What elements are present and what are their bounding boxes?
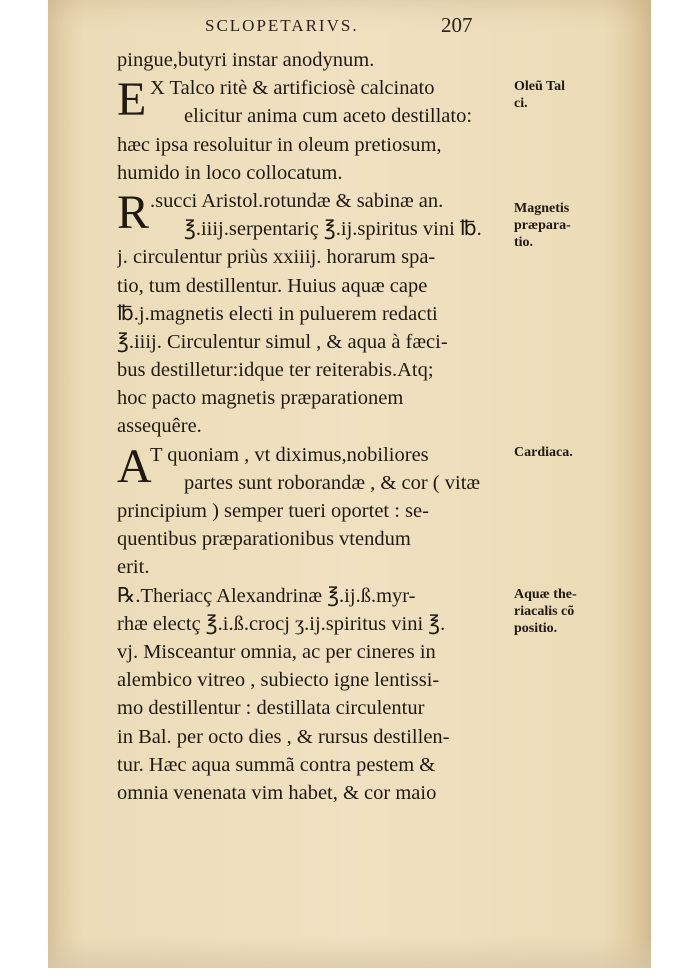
margin-note-oleum-talci: [514, 78, 565, 112]
text-line: ℔.j.magnetis electi in puluerem redacti: [117, 302, 438, 325]
text-line: .succi Aristol.rotundæ & sabinæ an.: [150, 189, 444, 212]
text-line: ℥.iiij.serpentariç ℥.ij.spiritus vini ℔.: [184, 218, 482, 241]
text-line: hoc pacto magnetis præparationem: [117, 387, 404, 410]
margin-note-line: Magnetis: [514, 201, 570, 216]
margin-note-cardiaca: [514, 444, 573, 461]
drop-cap: A: [117, 439, 152, 493]
paragraph: [117, 582, 517, 808]
paragraph: [117, 441, 517, 582]
text-line: principium ) semper tueri oportet : se-: [117, 500, 429, 522]
text-line: partes sunt roborandæ , & cor ( vitæ: [184, 471, 481, 494]
text-line: vj. Misceantur omnia, ac per cineres in: [117, 640, 436, 663]
text-line: ℞.Theriacç Alexandrinæ ℥.ij.ß.myr-: [117, 584, 416, 607]
drop-cap: R: [117, 185, 150, 239]
margin-note-aquae-theriacalis: [514, 586, 577, 637]
text-line: mo destillentur : destillata circulentur: [117, 697, 425, 720]
margin-note-line: Cardiaca.: [514, 445, 573, 460]
text-line: quentibus præparationibus vtendum: [117, 528, 411, 551]
margin-note-line: præpara-: [514, 218, 571, 233]
margin-note-line: riacalis cõ: [514, 604, 575, 619]
running-head-title: SCLOPETARIVS.: [205, 16, 359, 35]
text-line: elicitur anima cum aceto destillato:: [184, 105, 473, 128]
text-line: T quoniam , vt diximus,nobiliores: [150, 443, 429, 466]
paragraph: [117, 74, 517, 187]
margin-note-line: Aquæ the-: [514, 587, 577, 602]
text-line: X Talco ritè & artificiosè calcinato: [150, 77, 435, 100]
book-page: [48, 0, 651, 968]
paragraph: [117, 187, 517, 441]
text-line: omnia venenata vim habet, & cor maio: [117, 781, 437, 804]
text-line: pingue,butyri instar anodynum.: [117, 49, 375, 71]
margin-note-line: tio.: [514, 235, 534, 250]
margin-note-line: positio.: [514, 621, 558, 636]
margin-note-magnetis-praeparatio: [514, 200, 571, 251]
page-number: 207: [441, 13, 473, 37]
margin-note-line: ci.: [514, 96, 528, 111]
text-line: rhæ electç ℥.i.ß.crocj ʒ.ij.spiritus vini ℥.: [117, 612, 446, 635]
text-line: tio, tum destillentur. Huius aquæ cape: [117, 274, 428, 297]
margin-note-line: Oleũ Tal: [514, 79, 565, 94]
drop-cap: E: [117, 73, 147, 127]
text-line: ℥.iiij. Circulentur simul , & aqua à fæci-: [117, 330, 448, 353]
text-line: erit.: [117, 556, 150, 579]
text-line: in Bal. per octo dies , & rursus destillen-: [117, 725, 450, 748]
paragraph: [117, 46, 517, 74]
text-line: j. circulentur priùs xxiiij. horarum spa-: [117, 246, 436, 269]
text-line: humido in loco collocatum.: [117, 161, 343, 184]
text-line: bus destilletur:idque ter reiterabis.Atq;: [117, 359, 434, 382]
body-text: [117, 46, 517, 807]
text-line: hæc ipsa resoluitur in oleum pretiosum,: [117, 133, 442, 156]
text-line: alembico vitreo , subiecto igne lentissi-: [117, 669, 440, 692]
text-line: tur. Hæc aqua summã contra pestem &: [117, 753, 436, 776]
text-line: assequêre.: [117, 415, 202, 438]
